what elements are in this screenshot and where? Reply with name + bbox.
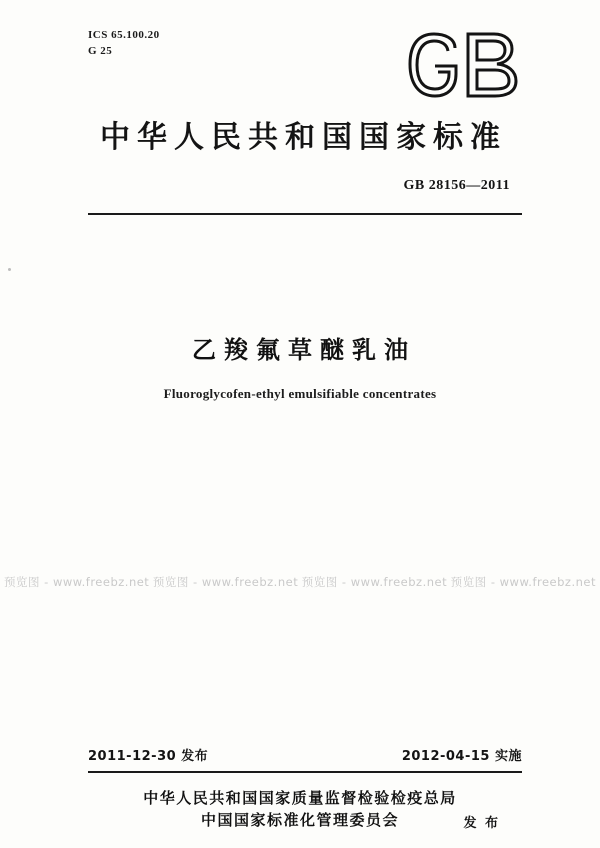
footer-divider <box>88 771 522 773</box>
ccs-number: G 25 <box>88 44 113 57</box>
header-divider <box>88 213 522 215</box>
issue-label: 发 布 <box>463 816 500 831</box>
dates-row <box>88 745 522 764</box>
subject-title-chinese: 乙羧氟草醚乳油 <box>192 336 416 364</box>
gb-logo-icon <box>404 30 522 102</box>
page-title: 中华人民共和国国家标准 <box>100 120 507 155</box>
issuing-authorities <box>0 788 600 832</box>
issue-date: 2011-12-30 发布 <box>88 749 209 764</box>
watermark-item: 预览图 - www.freebz.net <box>450 575 596 589</box>
standard-number: GB 28156—2011 <box>403 178 510 193</box>
watermark-strip <box>0 570 600 594</box>
watermark-item: 预览图 - www.freebz.net <box>152 575 299 589</box>
issuer-line-2: 中国国家标准化管理委员会 <box>200 810 399 829</box>
edge-mark-icon <box>8 268 11 271</box>
subject-title-english: Fluoroglycofen-ethyl emulsifiable concentrates <box>163 386 437 401</box>
watermark-item: 预览图 - www.freebz.net <box>301 575 448 589</box>
issuer-line-1: 中华人民共和国国家质量监督检验检疫总局 <box>143 789 457 807</box>
ics-number: ICS 65.100.20 <box>88 29 160 41</box>
watermark-item: 预览图 - www.freebz.net <box>4 575 150 589</box>
effective-date: 2012-04-15 实施 <box>401 749 522 764</box>
ics-classification-block <box>88 28 160 60</box>
